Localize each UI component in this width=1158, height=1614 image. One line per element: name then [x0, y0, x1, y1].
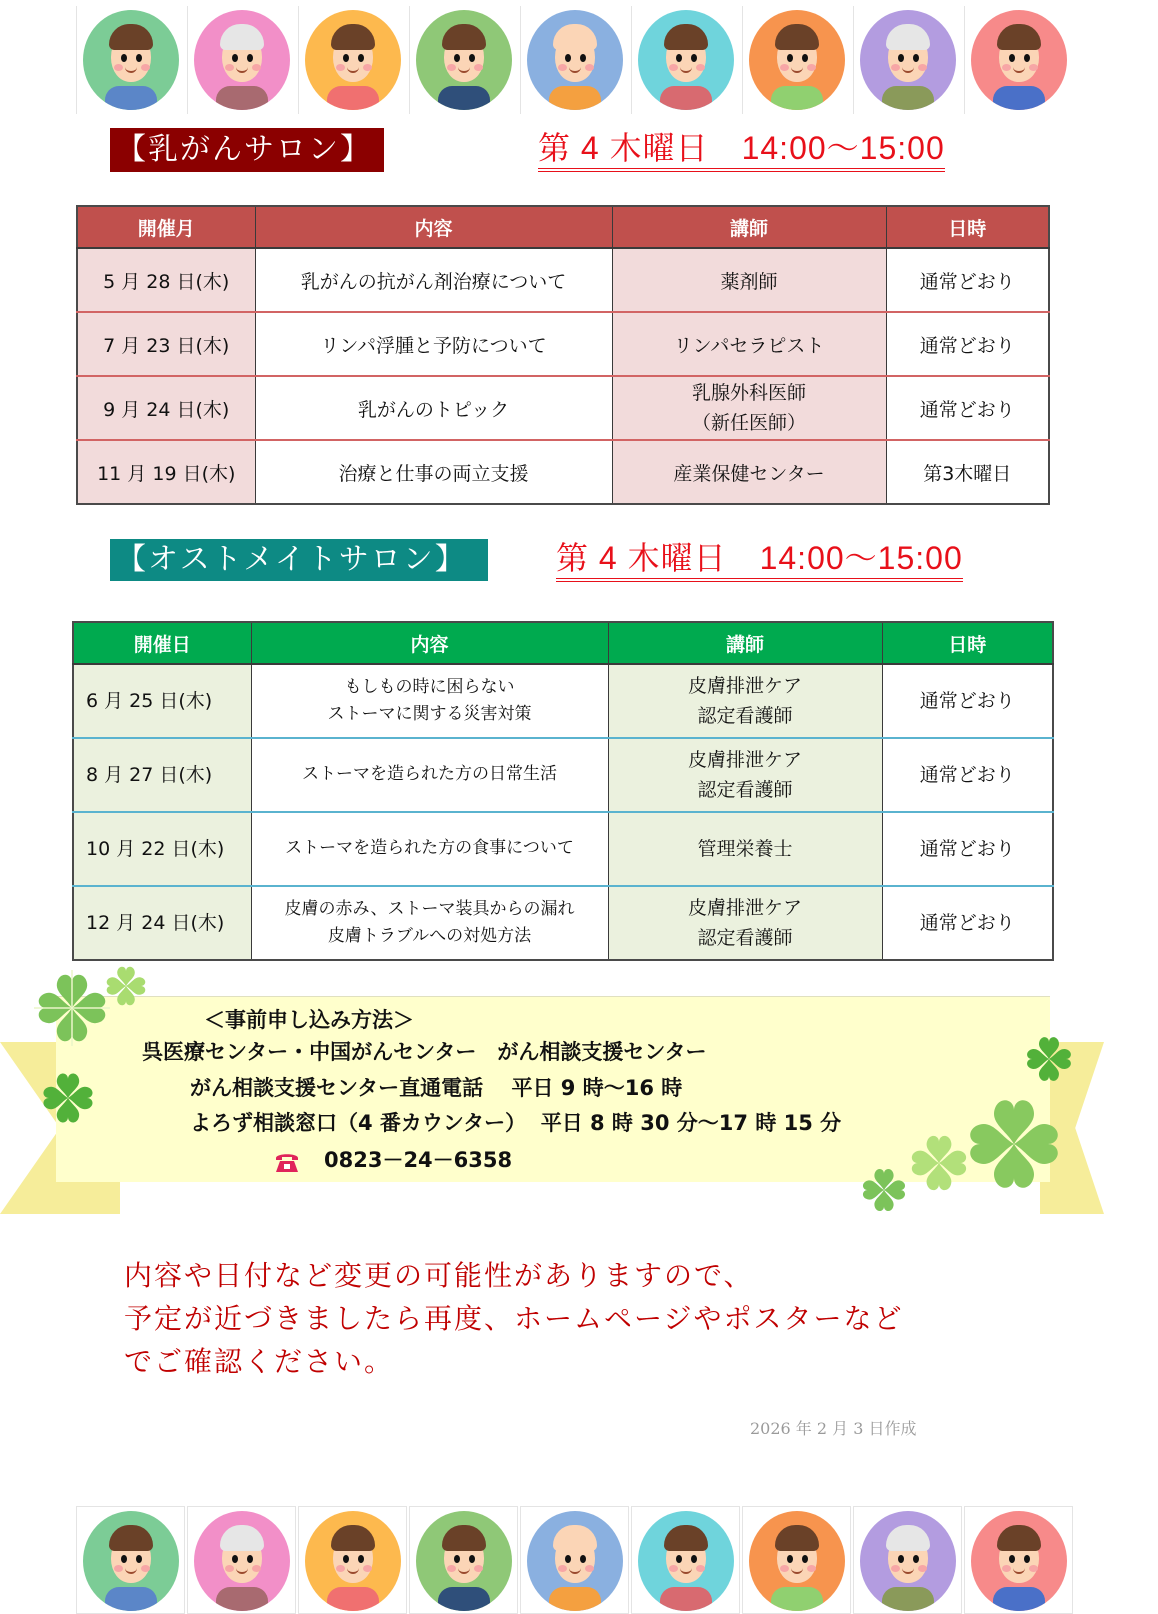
- time-cell: 第3木曜日: [886, 440, 1049, 504]
- date-cell: 10 月 22 日(木): [73, 812, 251, 886]
- avatar-grandmother-icon: [187, 6, 296, 114]
- avatar-young-man-icon: [631, 1506, 740, 1614]
- clover-icon: [40, 1070, 96, 1126]
- time-cell: 通常どおり: [882, 738, 1053, 812]
- avatar-grandfather-icon: [853, 6, 962, 114]
- notice-line: でご確認ください。: [124, 1345, 395, 1378]
- content-cell: ストーマを造られた方の食事について: [251, 812, 608, 886]
- lecturer-cell: 薬剤師: [612, 248, 886, 312]
- lecturer-cell: 皮膚排泄ケア 認定看護師: [608, 738, 882, 812]
- table-header-row: [77, 206, 1049, 248]
- table-row: [77, 248, 1049, 312]
- counter-hours: よろず相談窓口（4 番カウンター） 平日 8 時 30 分～17 時 15 分: [190, 1111, 842, 1135]
- table-row: [73, 812, 1053, 886]
- column-header-content: 内容: [255, 206, 612, 248]
- lecturer-cell: 乳腺外科医師 （新任医師）: [612, 376, 886, 440]
- content-cell: 乳がんの抗がん剤治療について: [255, 248, 612, 312]
- table-row: [73, 738, 1053, 812]
- clover-icon: [1024, 1026, 1074, 1092]
- breast-salon-table: [76, 205, 1050, 505]
- date-cell: 8 月 27 日(木): [73, 738, 251, 812]
- time-cell: 通常どおり: [882, 886, 1053, 960]
- avatar-man-glasses-icon: [409, 1506, 518, 1614]
- column-header-time: 日時: [882, 622, 1053, 664]
- time-cell: 通常どおり: [882, 664, 1053, 738]
- application-title: ＜事前申し込み方法＞: [204, 1008, 414, 1032]
- table-header-row: [73, 622, 1053, 664]
- time-cell: 通常どおり: [886, 376, 1049, 440]
- lecturer-cell: リンパセラピスト: [612, 312, 886, 376]
- avatar-young-man-icon: [631, 6, 740, 114]
- created-date: 2026 年 2 月 3 日作成: [750, 1419, 917, 1438]
- avatar-girl-icon: [298, 6, 407, 114]
- clover-icon: [104, 964, 148, 1008]
- center-name: 呉医療センター・中国がんセンター がん相談支援センター: [142, 1040, 707, 1064]
- column-header-content: 内容: [251, 622, 608, 664]
- avatar-woman-icon: [742, 6, 851, 114]
- breast-salon-schedule: 第 4 木曜日 14:00～15:00: [538, 132, 945, 172]
- avatar-baby-icon: [520, 6, 629, 114]
- column-header-lecturer: 講師: [612, 206, 886, 248]
- avatar-boy-icon: [76, 1506, 185, 1614]
- table-row: [77, 312, 1049, 376]
- time-cell: 通常どおり: [886, 312, 1049, 376]
- content-cell: 治療と仕事の両立支援: [255, 440, 612, 504]
- clover-icon: [908, 1132, 970, 1194]
- table-row: [73, 886, 1053, 960]
- date-cell: 12 月 24 日(木): [73, 886, 251, 960]
- content-cell: リンパ浮腫と予防について: [255, 312, 612, 376]
- avatar-mother-icon: [964, 6, 1073, 114]
- notice-line: 内容や日付など変更の可能性がありますので、: [124, 1259, 754, 1292]
- column-header-date: 開催日: [73, 622, 251, 664]
- clover-icon: [964, 1088, 1064, 1200]
- avatar-girl-icon: [298, 1506, 407, 1614]
- content-cell: 乳がんのトピック: [255, 376, 612, 440]
- change-notice: [124, 1254, 903, 1383]
- date-cell: 6 月 25 日(木): [73, 664, 251, 738]
- time-cell: 通常どおり: [882, 812, 1053, 886]
- lecturer-cell: 産業保健センター: [612, 440, 886, 504]
- avatar-strip-top: [76, 6, 1076, 114]
- time-cell: 通常どおり: [886, 248, 1049, 312]
- ostomy-salon-schedule: 第 4 木曜日 14:00～15:00: [556, 542, 963, 582]
- clover-icon: [34, 970, 110, 1046]
- table-row: [77, 376, 1049, 440]
- avatar-mother-icon: [964, 1506, 1073, 1614]
- ostomy-salon-title: 【オストメイトサロン】: [110, 539, 488, 581]
- lecturer-cell: 皮膚排泄ケア 認定看護師: [608, 886, 882, 960]
- lecturer-cell: 皮膚排泄ケア 認定看護師: [608, 664, 882, 738]
- telephone-icon: [274, 1151, 300, 1173]
- phone-number[interactable]: 0823－24－6358: [324, 1148, 513, 1172]
- column-header-lecturer: 講師: [608, 622, 882, 664]
- column-header-month: 開催月: [77, 206, 255, 248]
- content-cell: 皮膚の赤み、ストーマ装具からの漏れ 皮膚トラブルへの対処方法: [251, 886, 608, 960]
- table-row: [77, 440, 1049, 504]
- direct-line-hours: がん相談支援センター直通電話 平日 9 時～16 時: [190, 1076, 683, 1100]
- clover-icon: [860, 1164, 908, 1216]
- avatar-woman-icon: [742, 1506, 851, 1614]
- table-row: [73, 664, 1053, 738]
- date-cell: 11 月 19 日(木): [77, 440, 255, 504]
- avatar-man-glasses-icon: [409, 6, 518, 114]
- ostomy-salon-table: [72, 621, 1054, 961]
- avatar-grandmother-icon: [187, 1506, 296, 1614]
- content-cell: ストーマを造られた方の日常生活: [251, 738, 608, 812]
- content-cell: もしもの時に困らない ストーマに関する災害対策: [251, 664, 608, 738]
- avatar-baby-icon: [520, 1506, 629, 1614]
- date-cell: 5 月 28 日(木): [77, 248, 255, 312]
- date-cell: 9 月 24 日(木): [77, 376, 255, 440]
- lecturer-cell: 管理栄養士: [608, 812, 882, 886]
- breast-salon-title: 【乳がんサロン】: [110, 128, 384, 172]
- avatar-boy-icon: [76, 6, 185, 114]
- date-cell: 7 月 23 日(木): [77, 312, 255, 376]
- column-header-time: 日時: [886, 206, 1049, 248]
- avatar-strip-bottom: [76, 1506, 1076, 1614]
- avatar-grandfather-icon: [853, 1506, 962, 1614]
- notice-line: 予定が近づきましたら再度、ホームページやポスターなど: [124, 1302, 904, 1335]
